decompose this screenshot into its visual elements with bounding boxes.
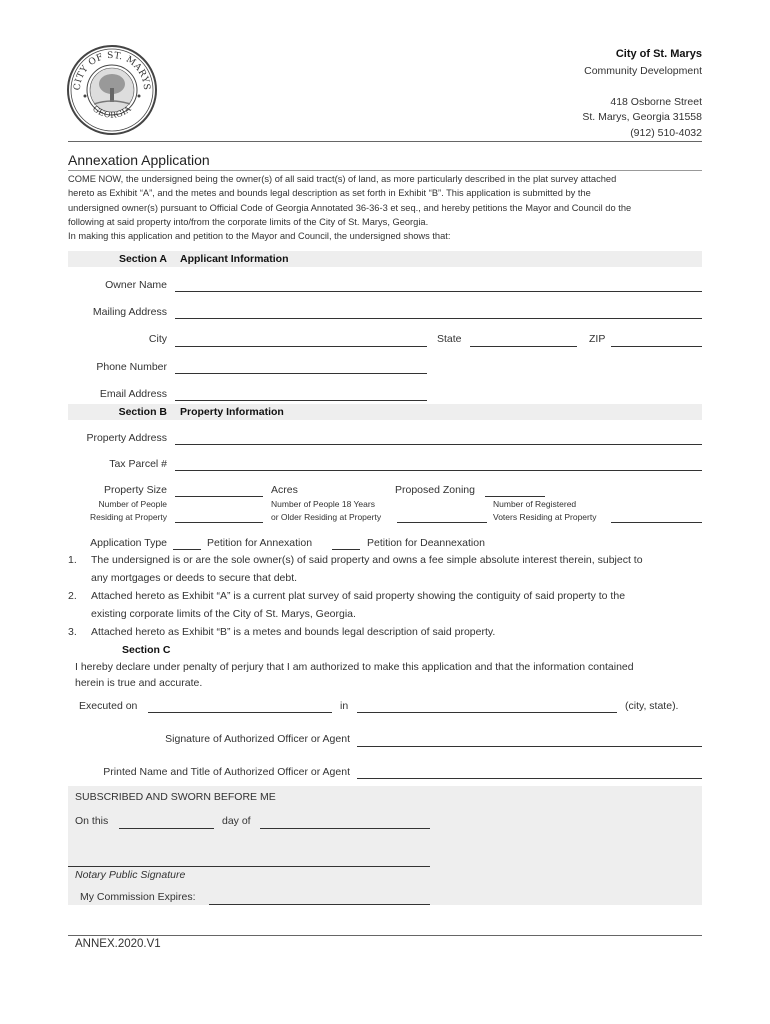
footer-divider — [68, 935, 702, 936]
day-field[interactable] — [119, 828, 214, 829]
signature-field[interactable] — [357, 746, 702, 747]
signature-label: Signature of Authorized Officer or Agent — [165, 733, 350, 745]
city-state-label: (city, state). — [625, 700, 679, 712]
header-dept: Community Development — [584, 65, 702, 77]
proposed-zoning-label: Proposed Zoning — [395, 484, 475, 496]
application-type-label: Application Type — [90, 537, 167, 549]
in-label: in — [340, 700, 349, 712]
header-street: 418 Osborne Street — [610, 96, 702, 108]
item-number: 3. — [68, 626, 77, 638]
intro-line: COME NOW, the undersigned being the owner(s) of all said tract(s) of land, as more particularly described in the plat survey attached — [68, 174, 617, 184]
commission-expires-label: My Commission Expires: — [80, 891, 196, 903]
form-code: ANNEX.2020.V1 — [75, 938, 161, 950]
intro-line: undersigned owner(s) pursuant to Official Code of Georgia Annotated 36-36-3 et seq., and hereby petitions the Mayor and Council do the — [68, 202, 632, 213]
zip-field[interactable] — [611, 346, 702, 347]
zip-label: ZIP — [589, 333, 606, 345]
day-of-label: day of — [222, 815, 251, 827]
commission-expires-field[interactable] — [209, 904, 430, 905]
city-field[interactable] — [175, 346, 427, 347]
on-this-label: On this — [75, 815, 109, 827]
owner-name-field[interactable] — [175, 291, 702, 292]
item-number: 1. — [68, 554, 77, 566]
intro-paragraph — [68, 172, 708, 243]
owner-name-label: Owner Name — [105, 279, 167, 291]
adults-residing-line: or Older Residing at Property — [271, 512, 382, 522]
header-citystate: St. Marys, Georgia 31558 — [582, 111, 702, 123]
header-city: City of St. Marys — [615, 48, 702, 60]
city-seal — [66, 44, 158, 136]
item-line: any mortgages or deeds to secure that debt. — [91, 572, 298, 584]
title-underline — [68, 170, 702, 171]
intro-line: In making this application and petition to the Mayor and Council, the undersigned shows that: — [68, 231, 451, 242]
header-phone: (912) 510-4032 — [630, 127, 702, 139]
item-line: The undersigned is or are the sole owner(s) of said property and owns a fee simple absolute interest therein, subject to — [91, 554, 643, 566]
executed-on-label: Executed on — [79, 700, 138, 712]
notary-signature-label: Notary Public Signature — [75, 869, 186, 881]
registered-voters-line: Voters Residing at Property — [493, 512, 597, 522]
people-residing-label — [90, 498, 167, 524]
proposed-zoning-field[interactable] — [485, 496, 545, 497]
adults-residing-field[interactable] — [397, 522, 487, 523]
item-line: Attached hereto as Exhibit “B” is a metes and bounds legal description of said property. — [91, 626, 496, 638]
acres-label: Acres — [271, 484, 298, 496]
deannexation-label: Petition for Deannexation — [367, 537, 485, 549]
tax-parcel-label: Tax Parcel # — [109, 458, 167, 470]
executed-on-field[interactable] — [148, 712, 332, 713]
notary-box — [68, 786, 702, 905]
property-size-field[interactable] — [175, 496, 263, 497]
declaration-line: I hereby declare under penalty of perjury that I am authorized to make this application and that the information contained — [75, 661, 634, 673]
phone-number-field[interactable] — [175, 373, 427, 374]
executed-location-field[interactable] — [357, 712, 617, 713]
item-text — [91, 551, 643, 587]
adults-residing-line: Number of People 18 Years — [271, 499, 375, 509]
city-label: City — [148, 333, 167, 345]
intro-line: following at said property into/from the corporate limits of the City of St. Marys, Georgia. — [68, 216, 429, 227]
item-line: Attached hereto as Exhibit “A” is a current plat survey of said property showing the contiguity of said property to the — [91, 590, 626, 602]
section-a-title: Applicant Information — [180, 253, 289, 265]
people-residing-field[interactable] — [175, 522, 263, 523]
notary-heading: SUBSCRIBED AND SWORN BEFORE ME — [75, 791, 276, 803]
printed-name-label: Printed Name and Title of Authorized Officer or Agent — [103, 766, 350, 778]
section-b-label: Section B — [118, 406, 167, 418]
svg-text:GEORGIA: GEORGIA — [90, 104, 134, 120]
declaration-line: herein is true and accurate. — [75, 677, 203, 689]
section-b-title: Property Information — [180, 406, 284, 418]
printed-name-field[interactable] — [357, 778, 702, 779]
tax-parcel-field[interactable] — [175, 470, 702, 471]
state-field[interactable] — [470, 346, 577, 347]
item-number: 2. — [68, 590, 77, 602]
property-address-field[interactable] — [175, 444, 702, 445]
property-address-label: Property Address — [86, 432, 167, 444]
email-address-field[interactable] — [175, 400, 427, 401]
adults-residing-label — [271, 498, 381, 524]
declaration — [75, 659, 634, 691]
annexation-checkbox[interactable] — [173, 549, 201, 550]
section-a-label: Section A — [118, 253, 167, 265]
intro-line: hereto as Exhibit “A”, and the metes and bounds legal description as set forth in Exhibit “B”. This application is submitted by the — [68, 188, 591, 199]
state-label: State — [437, 333, 462, 345]
registered-voters-label — [493, 498, 596, 524]
registered-voters-field[interactable] — [611, 522, 702, 523]
mailing-address-field[interactable] — [175, 318, 702, 319]
property-size-label: Property Size — [103, 484, 167, 496]
notary-signature-field[interactable] — [68, 866, 430, 867]
registered-voters-line: Number of Registered — [493, 499, 577, 509]
header-divider — [68, 141, 702, 142]
people-residing-line: Number of People — [98, 499, 167, 509]
section-c-label: Section C — [122, 644, 171, 656]
svg-text:CITY OF ST. MARYS: CITY OF ST. MARYS — [72, 50, 152, 91]
month-year-field[interactable] — [260, 828, 430, 829]
item-text — [91, 587, 625, 623]
annexation-label: Petition for Annexation — [207, 537, 313, 549]
people-residing-line: Residing at Property — [89, 512, 167, 522]
email-address-label: Email Address — [99, 388, 167, 400]
mailing-address-label: Mailing Address — [92, 306, 167, 318]
phone-number-label: Phone Number — [96, 361, 167, 373]
deannexation-checkbox[interactable] — [332, 549, 360, 550]
item-line: existing corporate limits of the City of St. Marys, Georgia. — [91, 608, 356, 620]
page-title: Annexation Application — [68, 152, 210, 168]
item-text — [91, 623, 495, 641]
